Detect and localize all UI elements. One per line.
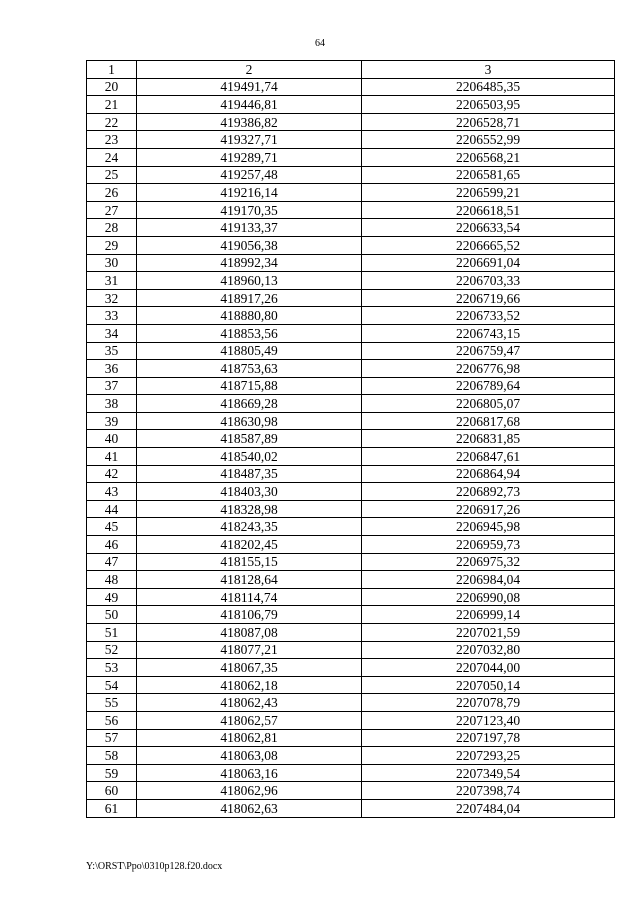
point-number-cell: 45 xyxy=(87,518,137,536)
point-number-cell: 29 xyxy=(87,236,137,254)
x-coordinate-cell: 418992,34 xyxy=(137,254,362,272)
y-coordinate-cell: 2206975,32 xyxy=(362,553,615,571)
point-number-cell: 39 xyxy=(87,412,137,430)
x-coordinate-cell: 418487,35 xyxy=(137,465,362,483)
point-number-cell: 24 xyxy=(87,148,137,166)
y-coordinate-cell: 2207293,25 xyxy=(362,747,615,765)
x-coordinate-cell: 418960,13 xyxy=(137,272,362,290)
x-coordinate-cell: 418630,98 xyxy=(137,412,362,430)
point-number-cell: 48 xyxy=(87,571,137,589)
table-row xyxy=(87,430,615,448)
y-coordinate-cell: 2206691,04 xyxy=(362,254,615,272)
file-path-footer: Y:\ORST\Ppo\0310p128.f20.docx xyxy=(86,861,223,872)
x-coordinate-cell: 418587,89 xyxy=(137,430,362,448)
table-row xyxy=(87,360,615,378)
table-row xyxy=(87,641,615,659)
table-row xyxy=(87,536,615,554)
x-coordinate-cell: 418063,16 xyxy=(137,764,362,782)
point-number-cell: 38 xyxy=(87,395,137,413)
point-number-cell: 23 xyxy=(87,131,137,149)
table-header-row xyxy=(87,61,615,79)
table-row xyxy=(87,412,615,430)
x-coordinate-cell: 419386,82 xyxy=(137,113,362,131)
point-number-cell: 25 xyxy=(87,166,137,184)
x-coordinate-cell: 418062,18 xyxy=(137,676,362,694)
point-number-cell: 27 xyxy=(87,201,137,219)
x-coordinate-cell: 418067,35 xyxy=(137,659,362,677)
x-coordinate-cell: 418328,98 xyxy=(137,500,362,518)
table-row xyxy=(87,659,615,677)
table-row xyxy=(87,588,615,606)
header-cell-1: 1 xyxy=(87,61,137,79)
table-row xyxy=(87,342,615,360)
y-coordinate-cell: 2206733,52 xyxy=(362,307,615,325)
y-coordinate-cell: 2207021,59 xyxy=(362,624,615,642)
table-row xyxy=(87,694,615,712)
point-number-cell: 57 xyxy=(87,729,137,747)
y-coordinate-cell: 2206485,35 xyxy=(362,78,615,96)
table-row xyxy=(87,377,615,395)
point-number-cell: 31 xyxy=(87,272,137,290)
point-number-cell: 54 xyxy=(87,676,137,694)
x-coordinate-cell: 418077,21 xyxy=(137,641,362,659)
table-row xyxy=(87,483,615,501)
y-coordinate-cell: 2206805,07 xyxy=(362,395,615,413)
y-coordinate-cell: 2207398,74 xyxy=(362,782,615,800)
x-coordinate-cell: 419289,71 xyxy=(137,148,362,166)
y-coordinate-cell: 2206719,66 xyxy=(362,289,615,307)
y-coordinate-cell: 2206817,68 xyxy=(362,412,615,430)
y-coordinate-cell: 2206945,98 xyxy=(362,518,615,536)
table-row xyxy=(87,395,615,413)
y-coordinate-cell: 2206633,54 xyxy=(362,219,615,237)
x-coordinate-cell: 418128,64 xyxy=(137,571,362,589)
x-coordinate-cell: 418087,08 xyxy=(137,624,362,642)
point-number-cell: 20 xyxy=(87,78,137,96)
x-coordinate-cell: 419216,14 xyxy=(137,184,362,202)
x-coordinate-cell: 418062,57 xyxy=(137,711,362,729)
x-coordinate-cell: 418063,08 xyxy=(137,747,362,765)
table-row xyxy=(87,448,615,466)
y-coordinate-cell: 2206864,94 xyxy=(362,465,615,483)
y-coordinate-cell: 2206984,04 xyxy=(362,571,615,589)
point-number-cell: 28 xyxy=(87,219,137,237)
point-number-cell: 53 xyxy=(87,659,137,677)
x-coordinate-cell: 418243,35 xyxy=(137,518,362,536)
y-coordinate-cell: 2206776,98 xyxy=(362,360,615,378)
y-coordinate-cell: 2206665,52 xyxy=(362,236,615,254)
point-number-cell: 44 xyxy=(87,500,137,518)
point-number-cell: 59 xyxy=(87,764,137,782)
x-coordinate-cell: 418062,81 xyxy=(137,729,362,747)
x-coordinate-cell: 418853,56 xyxy=(137,324,362,342)
y-coordinate-cell: 2206618,51 xyxy=(362,201,615,219)
y-coordinate-cell: 2206528,71 xyxy=(362,113,615,131)
y-coordinate-cell: 2206503,95 xyxy=(362,96,615,114)
x-coordinate-cell: 418202,45 xyxy=(137,536,362,554)
table-row xyxy=(87,747,615,765)
point-number-cell: 51 xyxy=(87,624,137,642)
point-number-cell: 55 xyxy=(87,694,137,712)
x-coordinate-cell: 419170,35 xyxy=(137,201,362,219)
y-coordinate-cell: 2206581,65 xyxy=(362,166,615,184)
point-number-cell: 34 xyxy=(87,324,137,342)
point-number-cell: 40 xyxy=(87,430,137,448)
x-coordinate-cell: 418403,30 xyxy=(137,483,362,501)
x-coordinate-cell: 419257,48 xyxy=(137,166,362,184)
point-number-cell: 30 xyxy=(87,254,137,272)
y-coordinate-cell: 2207032,80 xyxy=(362,641,615,659)
y-coordinate-cell: 2207044,00 xyxy=(362,659,615,677)
y-coordinate-cell: 2206789,64 xyxy=(362,377,615,395)
y-coordinate-cell: 2207349,54 xyxy=(362,764,615,782)
y-coordinate-cell: 2207078,79 xyxy=(362,694,615,712)
y-coordinate-cell: 2206703,33 xyxy=(362,272,615,290)
y-coordinate-cell: 2206599,21 xyxy=(362,184,615,202)
y-coordinate-cell: 2206999,14 xyxy=(362,606,615,624)
table-row xyxy=(87,166,615,184)
point-number-cell: 46 xyxy=(87,536,137,554)
table-row xyxy=(87,518,615,536)
point-number-cell: 37 xyxy=(87,377,137,395)
table-row xyxy=(87,465,615,483)
point-number-cell: 22 xyxy=(87,113,137,131)
y-coordinate-cell: 2206552,99 xyxy=(362,131,615,149)
table-row xyxy=(87,272,615,290)
y-coordinate-cell: 2207050,14 xyxy=(362,676,615,694)
y-coordinate-cell: 2207197,78 xyxy=(362,729,615,747)
point-number-cell: 33 xyxy=(87,307,137,325)
page-number: 64 xyxy=(315,38,325,49)
point-number-cell: 35 xyxy=(87,342,137,360)
point-number-cell: 43 xyxy=(87,483,137,501)
table-row xyxy=(87,711,615,729)
y-coordinate-cell: 2207484,04 xyxy=(362,799,615,817)
point-number-cell: 50 xyxy=(87,606,137,624)
table-row xyxy=(87,148,615,166)
table-row xyxy=(87,764,615,782)
y-coordinate-cell: 2206990,08 xyxy=(362,588,615,606)
x-coordinate-cell: 418155,15 xyxy=(137,553,362,571)
point-number-cell: 56 xyxy=(87,711,137,729)
point-number-cell: 26 xyxy=(87,184,137,202)
table-body xyxy=(87,61,615,818)
y-coordinate-cell: 2206831,85 xyxy=(362,430,615,448)
x-coordinate-cell: 418880,80 xyxy=(137,307,362,325)
y-coordinate-cell: 2206917,26 xyxy=(362,500,615,518)
point-number-cell: 58 xyxy=(87,747,137,765)
y-coordinate-cell: 2206959,73 xyxy=(362,536,615,554)
table-row xyxy=(87,624,615,642)
point-number-cell: 41 xyxy=(87,448,137,466)
point-number-cell: 61 xyxy=(87,799,137,817)
table-row xyxy=(87,131,615,149)
x-coordinate-cell: 418669,28 xyxy=(137,395,362,413)
y-coordinate-cell: 2206892,73 xyxy=(362,483,615,501)
table-row xyxy=(87,500,615,518)
y-coordinate-cell: 2207123,40 xyxy=(362,711,615,729)
x-coordinate-cell: 418062,63 xyxy=(137,799,362,817)
table-row xyxy=(87,606,615,624)
table-row xyxy=(87,113,615,131)
point-number-cell: 47 xyxy=(87,553,137,571)
table-row xyxy=(87,799,615,817)
table-row xyxy=(87,324,615,342)
x-coordinate-cell: 418106,79 xyxy=(137,606,362,624)
header-cell-2: 2 xyxy=(137,61,362,79)
point-number-cell: 32 xyxy=(87,289,137,307)
table-row xyxy=(87,289,615,307)
x-coordinate-cell: 418062,43 xyxy=(137,694,362,712)
table-row xyxy=(87,219,615,237)
table-row xyxy=(87,236,615,254)
table-row xyxy=(87,78,615,96)
header-cell-3: 3 xyxy=(362,61,615,79)
table-row xyxy=(87,201,615,219)
table-row xyxy=(87,729,615,747)
x-coordinate-cell: 419056,38 xyxy=(137,236,362,254)
y-coordinate-cell: 2206847,61 xyxy=(362,448,615,466)
table-row xyxy=(87,307,615,325)
y-coordinate-cell: 2206759,47 xyxy=(362,342,615,360)
point-number-cell: 49 xyxy=(87,588,137,606)
y-coordinate-cell: 2206743,15 xyxy=(362,324,615,342)
point-number-cell: 42 xyxy=(87,465,137,483)
table-row xyxy=(87,676,615,694)
point-number-cell: 36 xyxy=(87,360,137,378)
table-row xyxy=(87,254,615,272)
x-coordinate-cell: 418114,74 xyxy=(137,588,362,606)
x-coordinate-cell: 419133,37 xyxy=(137,219,362,237)
point-number-cell: 52 xyxy=(87,641,137,659)
x-coordinate-cell: 418917,26 xyxy=(137,289,362,307)
point-number-cell: 60 xyxy=(87,782,137,800)
table-row xyxy=(87,782,615,800)
table-row xyxy=(87,553,615,571)
x-coordinate-cell: 418753,63 xyxy=(137,360,362,378)
table-row xyxy=(87,96,615,114)
x-coordinate-cell: 418805,49 xyxy=(137,342,362,360)
x-coordinate-cell: 418540,02 xyxy=(137,448,362,466)
x-coordinate-cell: 418715,88 xyxy=(137,377,362,395)
x-coordinate-cell: 419446,81 xyxy=(137,96,362,114)
table-row xyxy=(87,184,615,202)
x-coordinate-cell: 419491,74 xyxy=(137,78,362,96)
x-coordinate-cell: 418062,96 xyxy=(137,782,362,800)
coordinates-table xyxy=(86,60,615,818)
x-coordinate-cell: 419327,71 xyxy=(137,131,362,149)
point-number-cell: 21 xyxy=(87,96,137,114)
y-coordinate-cell: 2206568,21 xyxy=(362,148,615,166)
table-row xyxy=(87,571,615,589)
